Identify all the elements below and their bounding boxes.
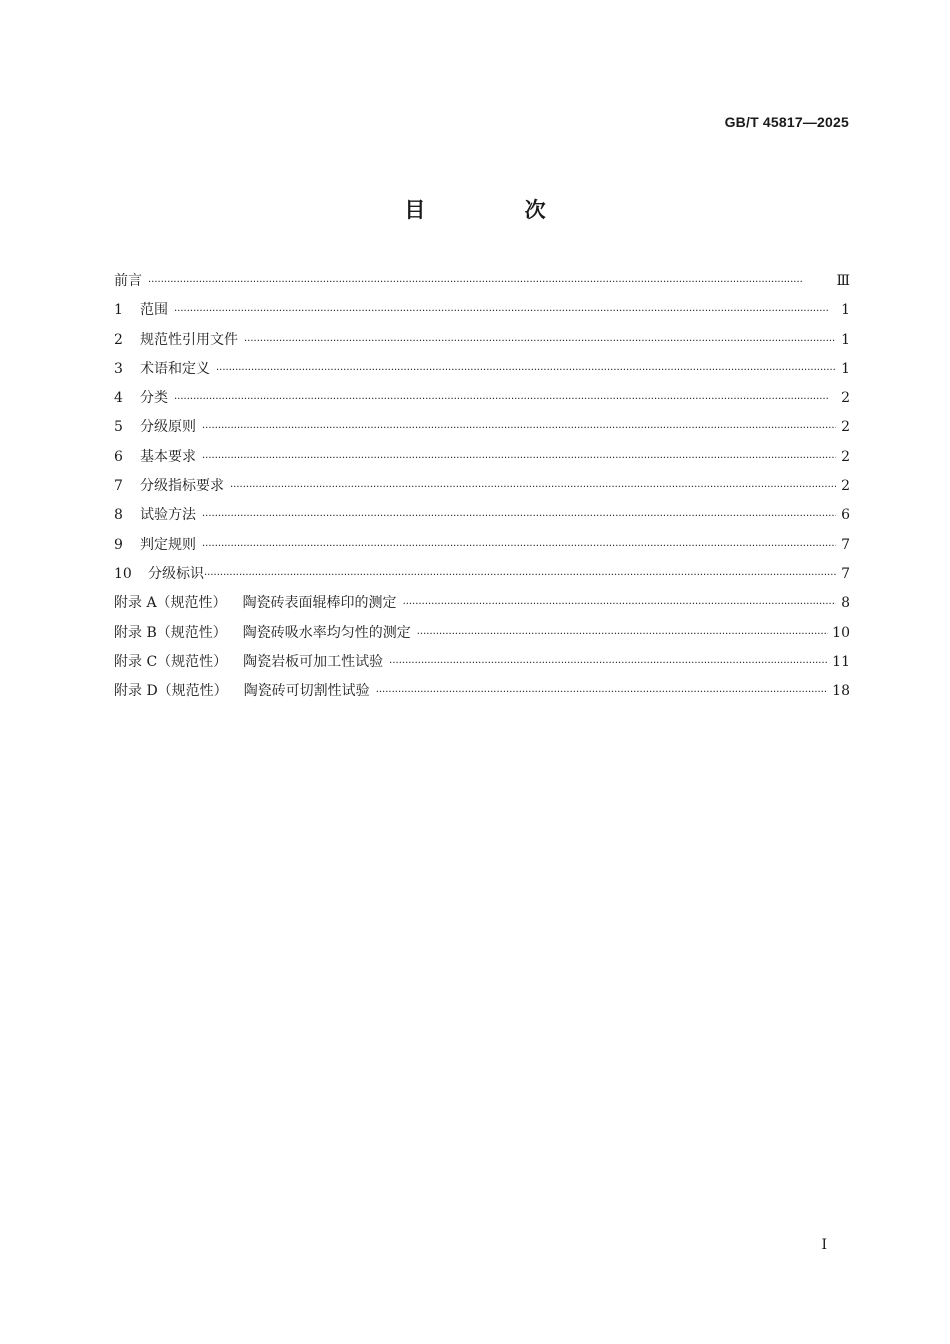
toc-annex-c[interactable] xyxy=(114,651,850,680)
toc-entry-3[interactable] xyxy=(114,358,850,387)
toc-annex-label: 陶瓷砖吸水率均匀性的测定 xyxy=(242,624,411,641)
toc-leader-dots xyxy=(174,394,836,405)
toc-leader-dots xyxy=(202,423,836,434)
toc-annex-prefix: 附录 A（规范性） xyxy=(114,595,227,612)
toc-entry-5[interactable] xyxy=(114,416,850,445)
toc-list xyxy=(114,270,850,709)
toc-entry-label: 分级指标要求 xyxy=(140,478,224,495)
toc-entry-page: 1 xyxy=(841,360,850,377)
toc-entry-number: 10 xyxy=(114,565,132,582)
toc-entry-9[interactable] xyxy=(114,534,850,563)
toc-title: 目 次 xyxy=(404,198,592,222)
toc-leader-dots xyxy=(202,511,836,522)
toc-entry-label: 术语和定义 xyxy=(140,360,210,377)
toc-entry-page: 2 xyxy=(841,478,850,495)
toc-annex-b[interactable] xyxy=(114,622,850,651)
toc-leader-dots xyxy=(202,453,836,464)
toc-entry-preface[interactable] xyxy=(114,270,850,299)
toc-entry-page: 2 xyxy=(841,390,850,407)
toc-annex-page: 18 xyxy=(832,683,850,700)
toc-entry-number: 7 xyxy=(114,478,123,495)
toc-entry-number: 2 xyxy=(114,331,123,348)
toc-annex-label: 陶瓷岩板可加工性试验 xyxy=(243,653,384,670)
toc-entry-number: 9 xyxy=(114,536,123,553)
toc-entry-page: 2 xyxy=(841,419,850,436)
toc-annex-prefix: 附录 B（规范性） xyxy=(114,624,227,641)
toc-entry-number: 3 xyxy=(114,360,123,377)
toc-annex-page: 10 xyxy=(832,624,850,641)
toc-leader-dots xyxy=(204,570,836,581)
toc-entry-label: 基本要求 xyxy=(140,448,196,465)
toc-annex-page: 11 xyxy=(832,653,850,670)
toc-entry-6[interactable] xyxy=(114,446,850,475)
toc-entry-page: 1 xyxy=(841,302,850,319)
toc-entry-page: 1 xyxy=(841,331,850,348)
toc-leader-dots xyxy=(244,336,836,347)
toc-entry-number: 5 xyxy=(114,419,123,436)
toc-entry-label: 范围 xyxy=(140,302,168,319)
toc-leader-dots xyxy=(389,658,828,669)
toc-leader-dots xyxy=(148,277,832,288)
toc-annex-label: 陶瓷砖表面辊棒印的测定 xyxy=(242,595,397,612)
toc-entry-10[interactable] xyxy=(114,563,850,592)
toc-entry-page: 7 xyxy=(841,536,850,553)
toc-annex-page: 8 xyxy=(841,595,850,612)
toc-entry-page: 7 xyxy=(841,565,850,582)
toc-entry-label: 分类 xyxy=(140,390,168,407)
toc-leader-dots xyxy=(376,687,828,698)
toc-entry-number: 8 xyxy=(114,507,123,524)
toc-leader-dots xyxy=(403,599,836,610)
toc-entry-label: 前言 xyxy=(114,273,142,289)
toc-entry-7[interactable] xyxy=(114,475,850,504)
toc-annex-label: 陶瓷砖可切割性试验 xyxy=(243,683,370,700)
toc-entry-label: 分级标识 xyxy=(148,565,204,582)
toc-leader-dots xyxy=(417,629,828,640)
toc-annex-prefix: 附录 D（规范性） xyxy=(114,683,228,700)
toc-entry-label: 判定规则 xyxy=(140,536,196,553)
toc-entry-number: 4 xyxy=(114,390,123,407)
toc-annex-prefix: 附录 C（规范性） xyxy=(114,653,228,670)
standard-number: GB/T 45817—2025 xyxy=(724,114,849,130)
toc-entry-2[interactable] xyxy=(114,329,850,358)
toc-entry-page: Ⅲ xyxy=(836,273,850,289)
toc-entry-1[interactable] xyxy=(114,299,850,328)
toc-entry-page: 6 xyxy=(841,507,850,524)
toc-annex-a[interactable] xyxy=(114,592,850,621)
toc-entry-page: 2 xyxy=(841,448,850,465)
toc-leader-dots xyxy=(216,365,836,376)
toc-entry-4[interactable] xyxy=(114,387,850,416)
toc-entry-label: 规范性引用文件 xyxy=(140,331,238,348)
toc-leader-dots xyxy=(174,306,836,317)
page-number: I xyxy=(821,1237,827,1253)
toc-entry-number: 1 xyxy=(114,302,123,319)
toc-entry-8[interactable] xyxy=(114,504,850,533)
toc-leader-dots xyxy=(202,541,836,552)
toc-annex-d[interactable] xyxy=(114,680,850,709)
toc-entry-label: 分级原则 xyxy=(140,419,196,436)
toc-entry-label: 试验方法 xyxy=(140,507,196,524)
toc-entry-number: 6 xyxy=(114,448,123,465)
toc-leader-dots xyxy=(230,482,836,493)
